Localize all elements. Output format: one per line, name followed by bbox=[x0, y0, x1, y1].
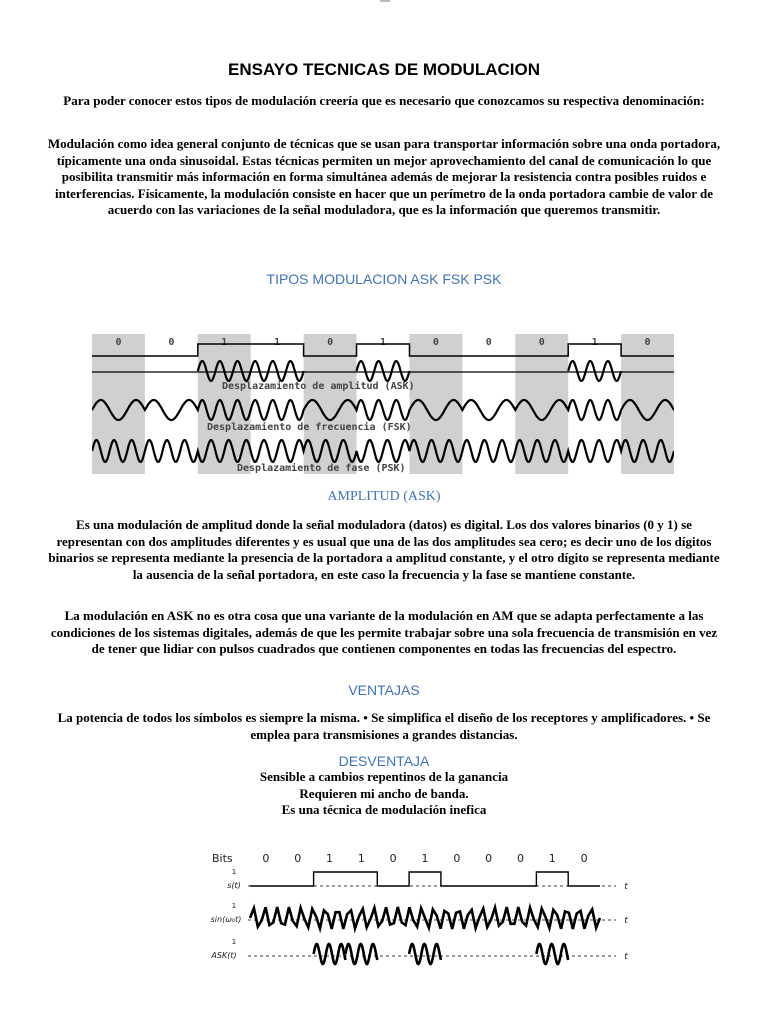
t-label: t bbox=[624, 952, 628, 962]
intro-paragraph: Para poder conocer estos tipos de modulación creería que es necesario que conozcamos su respectiva denominación: bbox=[63, 93, 705, 108]
bit-label: 1 bbox=[379, 337, 387, 348]
bit-label: 0 bbox=[644, 337, 651, 348]
ask-paragraph-1: Es una modulación de amplitud donde la señal moduladora (datos) es digital. Los dos valores binarios (0 y 1) se representan con dos amplitudes diferentes y es usual que una de las dos amplitudes sea cero; es decir uno de los dígitos binarios se representa mediante la presencia de la portadora a amplitud constante, y el otro dígito se representa mediante la ausencia de la señal portadora, en este caso la frecuencia y la fase se mantiene constante. bbox=[48, 517, 720, 582]
carrier-wave bbox=[250, 907, 600, 929]
t-label: t bbox=[624, 916, 628, 926]
bit-value: 1 bbox=[357, 852, 365, 865]
fsk-label: Desplazamiento de frecuencia (FSK) bbox=[207, 422, 412, 433]
ask-waveform-figure bbox=[204, 846, 654, 966]
bit-value: 0 bbox=[516, 852, 524, 865]
one-mark: 1 bbox=[231, 902, 237, 910]
ask-burst bbox=[346, 944, 378, 964]
bit-value: 0 bbox=[294, 852, 302, 865]
page-top-mark bbox=[380, 0, 390, 2]
bit-value: 0 bbox=[485, 852, 493, 865]
psk-label: Desplazamiento de fase (PSK) bbox=[237, 463, 406, 474]
psk-wave bbox=[92, 440, 674, 462]
fsk-wave bbox=[92, 400, 674, 420]
bit-label: 0 bbox=[327, 337, 334, 348]
bit-value: 1 bbox=[548, 852, 556, 865]
s-label: s(t) bbox=[227, 881, 241, 890]
bit-value: 0 bbox=[262, 852, 270, 865]
ask-burst bbox=[409, 944, 441, 964]
ask-burst bbox=[314, 944, 346, 964]
desventaja-item: Es una técnica de modulación inefica bbox=[281, 802, 487, 817]
ventajas-heading: VENTAJAS bbox=[348, 682, 420, 698]
bit-label: 0 bbox=[432, 337, 439, 348]
ask-paragraph-2: La modulación en ASK no es otra cosa que una variante de la modulación en AM que se adapta perfectamente a las condiciones de los sistemas digitales, además de que les permite trabajar sobre una sola frecuencia de transmisión en vez de tener que lidiar con pulsos cuadrados que contienen componentes en todas las frecuencias del espectro. bbox=[50, 608, 718, 656]
ask-label: Desplazamiento de amplitud (ASK) bbox=[222, 381, 415, 392]
document-title: ENSAYO TECNICAS DE MODULACION bbox=[227, 60, 540, 79]
t-label: t bbox=[624, 882, 628, 892]
bit-label: 0 bbox=[168, 337, 175, 348]
ask-burst bbox=[357, 361, 410, 381]
one-mark: 1 bbox=[231, 938, 237, 946]
bit-value: 0 bbox=[580, 852, 588, 865]
ask-t-label: ASK(t) bbox=[211, 951, 237, 960]
bit-value: 0 bbox=[453, 852, 461, 865]
bit-label: 1 bbox=[274, 337, 281, 348]
desventaja-heading: DESVENTAJA bbox=[338, 753, 430, 769]
ask-burst bbox=[568, 361, 621, 381]
bit-label: 0 bbox=[115, 337, 122, 348]
one-mark: 1 bbox=[231, 868, 237, 876]
sin-label: sin(ω₀t) bbox=[210, 915, 242, 924]
bit-value: 1 bbox=[326, 852, 334, 865]
bits-header: Bits bbox=[212, 852, 233, 865]
s-signal bbox=[250, 872, 600, 886]
ask-heading: AMPLITUD (ASK) bbox=[327, 489, 441, 504]
bit-label: 0 bbox=[485, 337, 492, 348]
types-heading: TIPOS MODULACION ASK FSK PSK bbox=[266, 271, 502, 287]
bit-label: 0 bbox=[538, 337, 545, 348]
bit-label: 1 bbox=[221, 337, 228, 348]
modulation-types-svg bbox=[92, 334, 674, 474]
desventaja-item: Sensible a cambios repentinos de la ganancia bbox=[259, 769, 509, 784]
ask-waveform-svg bbox=[204, 846, 654, 966]
modulation-types-figure bbox=[92, 334, 674, 474]
desventaja-item: Requieren mi ancho de banda. bbox=[299, 785, 469, 801]
ask-burst bbox=[251, 361, 304, 381]
desventajas-list bbox=[44, 769, 724, 819]
bit-value: 0 bbox=[389, 852, 397, 865]
bit-value: 1 bbox=[421, 852, 429, 865]
ask-burst bbox=[536, 944, 568, 964]
definition-paragraph: Modulación como idea general conjunto de técnicas que se usan para transportar información sobre una onda portadora, típicamente una onda sinusoidal. Estas técnicas permiten un mejor aprovechamiento del canal de comunicación lo que posibilita transmitir más información en forma simultánea además de mejorar la resistencia contra posibles ruidos e interferencias. Físicamente, la modulación consiste en hacer que un perímetro de la onda portadora cambie de valor de acuerdo con las variaciones de la señal moduladora, que es la información que queremos transmitir. bbox=[47, 136, 721, 217]
ventajas-paragraph: La potencia de todos los símbolos es siempre la misma. • Se simplifica el diseño de los receptores y amplificadores. • Se emplea para transmisiones a grandes distancias. bbox=[57, 710, 711, 742]
bit-label: 1 bbox=[591, 337, 598, 348]
